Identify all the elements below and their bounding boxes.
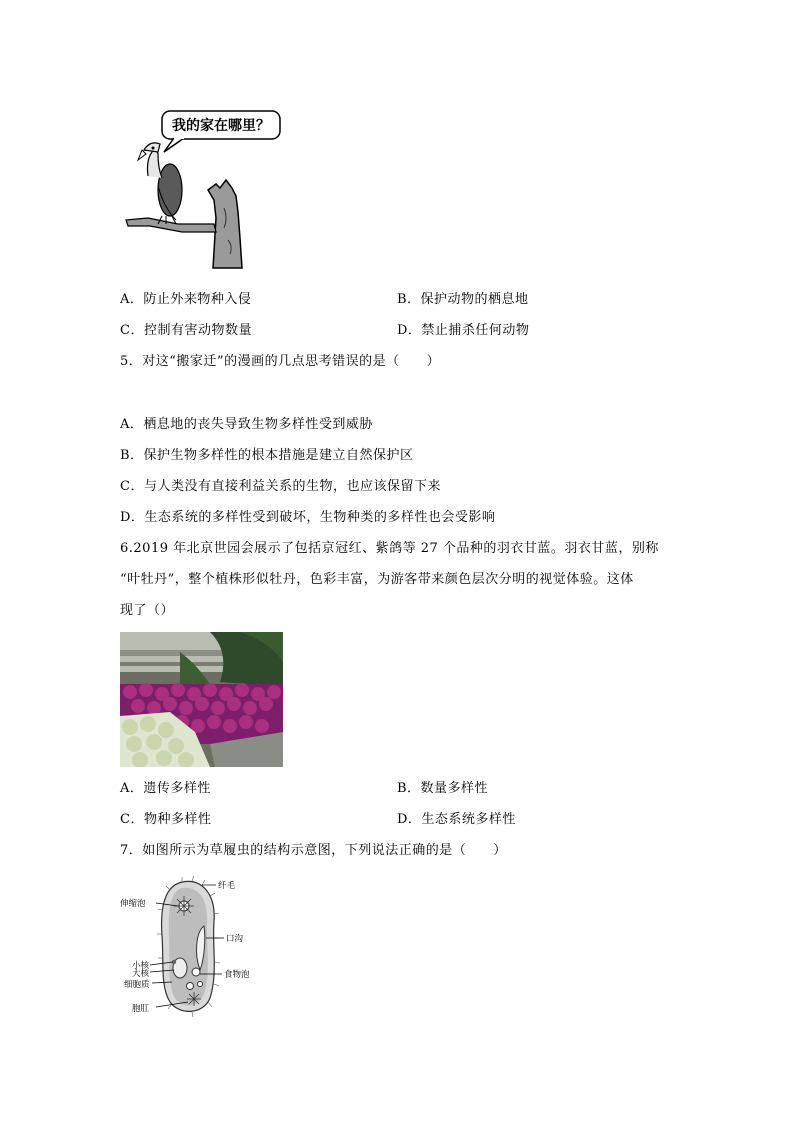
option-c[interactable]: C．控制有害动物数量 bbox=[120, 323, 252, 338]
cartoon-illustration bbox=[118, 108, 283, 273]
label-cilia: 纤毛 bbox=[218, 881, 236, 891]
label-contractile-vacuole: 伸缩泡 bbox=[120, 899, 146, 909]
question-stem: 5．对这“搬家迁”的漫画的几点思考错误的是（ ） bbox=[120, 354, 441, 369]
label-micronucleus: 小核 bbox=[132, 961, 150, 971]
option-b[interactable]: B．保护生物多样性的根本措施是建立自然保护区 bbox=[120, 448, 414, 463]
kale-photo bbox=[120, 632, 283, 767]
option-c[interactable]: C．与人类没有直接利益关系的生物，也应该保留下来 bbox=[120, 479, 441, 494]
question-stem-line: “叶牡丹”，整个植株形似牡丹，色彩丰富，为游客带来颜色层次分明的视觉体验。这体 bbox=[120, 572, 634, 587]
option-a[interactable]: A．防止外来物种入侵 bbox=[120, 292, 252, 307]
option-c[interactable]: C．物种多样性 bbox=[120, 812, 212, 827]
vulture-on-tree-icon bbox=[118, 108, 283, 273]
option-a[interactable]: A．遗传多样性 bbox=[120, 781, 211, 796]
option-d[interactable]: D．生态系统的多样性受到破坏，生物种类的多样性也会受影响 bbox=[120, 510, 496, 525]
option-d[interactable]: D．生态系统多样性 bbox=[397, 812, 516, 827]
paramecium-icon bbox=[120, 874, 260, 1020]
question-stem-line: 6.2019 年北京世园会展示了包括京冠红、紫鸽等 27 个品种的羽衣甘蓝。羽衣甘蓝，别称 bbox=[120, 541, 659, 556]
question-stem: 7．如图所示为草履虫的结构示意图，下列说法正确的是（ ） bbox=[120, 843, 507, 858]
option-a[interactable]: A．栖息地的丧失导致生物多样性受到威胁 bbox=[120, 417, 373, 432]
label-macronucleus: 大核 bbox=[132, 969, 150, 979]
option-b[interactable]: B．数量多样性 bbox=[397, 781, 489, 796]
speech-text: 我的家在哪里？ bbox=[172, 118, 270, 134]
paramecium-diagram bbox=[120, 874, 260, 1020]
label-food-vacuole: 食物泡 bbox=[224, 970, 250, 980]
ornamental-kale-photo-icon bbox=[120, 632, 283, 767]
option-b[interactable]: B．保护动物的栖息地 bbox=[397, 292, 529, 307]
question-stem-line: 现了（） bbox=[120, 603, 175, 618]
label-anal-pore: 胞肛 bbox=[132, 1004, 150, 1014]
label-oral-groove: 口沟 bbox=[226, 934, 244, 944]
label-cytoplasm: 细胞质 bbox=[124, 980, 150, 990]
option-d[interactable]: D．禁止捕杀任何动物 bbox=[397, 323, 530, 338]
